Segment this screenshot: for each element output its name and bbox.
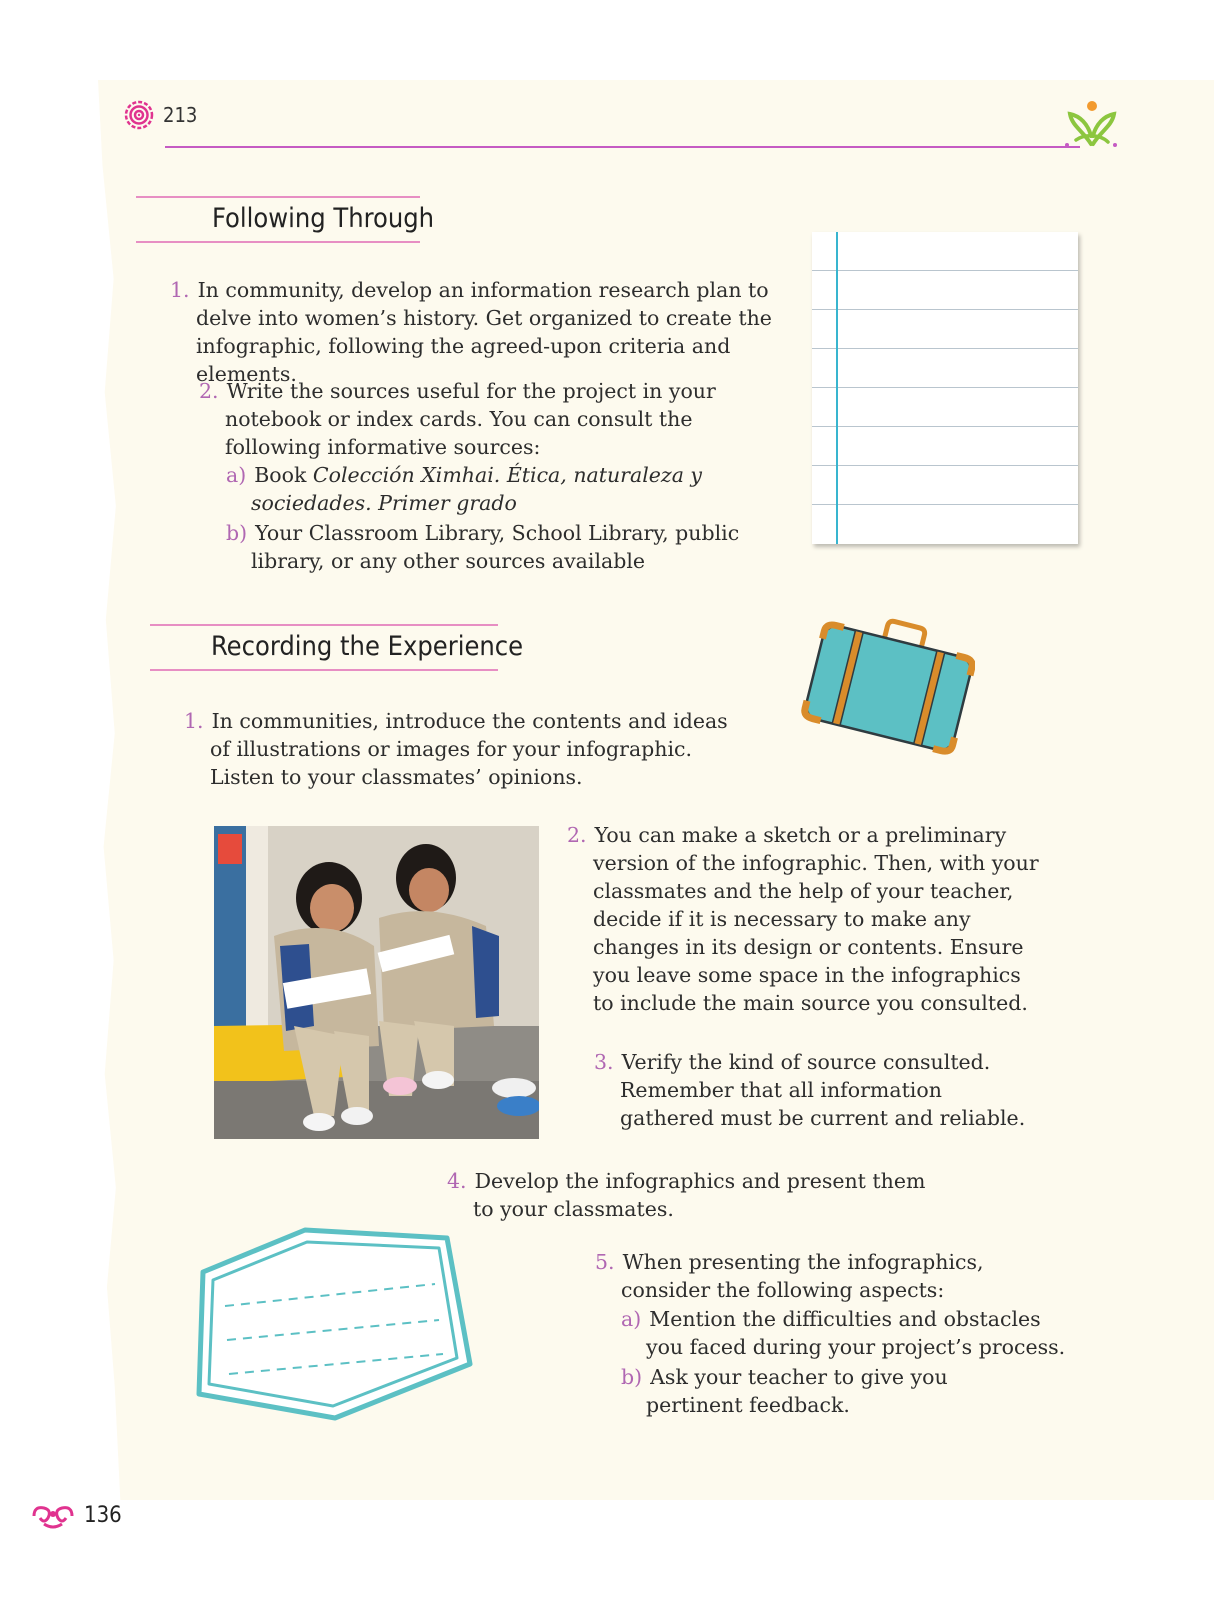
item-number: 1. [170, 278, 190, 302]
sprout-logo-icon [1062, 98, 1120, 150]
section2-subitem-a [621, 1305, 1066, 1361]
item-text: Verify the kind of source consulted. Remember that all information gathered must be current and reliable. [620, 1050, 1026, 1130]
item-text: In community, develop an information research plan to delve into women’s history. Get organized to create the infographic, following the agreed-upon criteria and elements. [196, 278, 772, 386]
header-rule [165, 146, 1080, 148]
subitem-prefix: Book [254, 463, 313, 487]
footer-page-number: 136 [84, 1503, 122, 1528]
section2-item-3 [594, 1048, 1040, 1132]
spiral-flower-icon [124, 100, 154, 130]
subitem-letter: a) [621, 1307, 642, 1331]
section1-subitem-a [226, 461, 781, 517]
book-title: Colección Ximhai. Ética, naturaleza y sociedades. Primer grado [251, 463, 703, 515]
section2-subitem-b [621, 1363, 1046, 1419]
section2-top-rule [150, 624, 498, 626]
section2-item-5 [595, 1248, 1071, 1304]
section1-title: Following Through [212, 203, 435, 234]
hexagon-frame-illustration [185, 1222, 480, 1432]
section2-item-1 [184, 707, 750, 791]
section1-bottom-rule [136, 241, 420, 243]
subitem-letter: a) [226, 463, 247, 487]
item-number: 3. [594, 1050, 614, 1074]
item-text: In communities, introduce the contents and ideas of illustrations or images for your infographic. Listen to your classmates’ opinions. [210, 709, 728, 789]
subitem-text: Mention the difficulties and obstacles you faced during your project’s process. [646, 1307, 1066, 1359]
item-number: 5. [595, 1250, 615, 1274]
item-number: 1. [184, 709, 204, 733]
item-text: You can make a sketch or a preliminary version of the infographic. Then, with your classmates and the help of your teacher, decide if it is necessary to make any changes in its design or contents. Ensure you leave some space in the infographics to include the main source you consulted. [593, 823, 1039, 1015]
header-page-number: 213 [163, 103, 198, 127]
item-number: 2. [567, 823, 587, 847]
suitcase-illustration [800, 618, 975, 758]
subitem-text: Ask your teacher to give you pertinent feedback. [646, 1365, 948, 1417]
subitem-letter: b) [226, 521, 248, 545]
section2-item-4 [447, 1167, 943, 1223]
section2-item-2 [567, 821, 1043, 1017]
item-number: 4. [447, 1169, 467, 1193]
footer-ornament-icon [30, 1502, 76, 1530]
item-text: Develop the infographics and present them to your classmates. [473, 1169, 926, 1221]
section2-bottom-rule [150, 669, 498, 671]
item-text: When presenting the infographics, consider the following aspects: [621, 1250, 984, 1302]
notepad-illustration [812, 232, 1078, 544]
section2-title: Recording the Experience [211, 631, 524, 662]
section1-item-1 [170, 276, 796, 388]
section1-top-rule [136, 196, 420, 198]
section1-subitem-b [226, 519, 781, 575]
subitem-letter: b) [621, 1365, 643, 1389]
item-number: 2. [199, 379, 219, 403]
subitem-text: Your Classroom Library, School Library, public library, or any other sources available [251, 521, 740, 573]
item-text: Write the sources useful for the project in your notebook or index cards. You can consult the following informative sources: [225, 379, 716, 459]
students-photo [214, 826, 539, 1139]
section1-item-2 [199, 377, 785, 461]
